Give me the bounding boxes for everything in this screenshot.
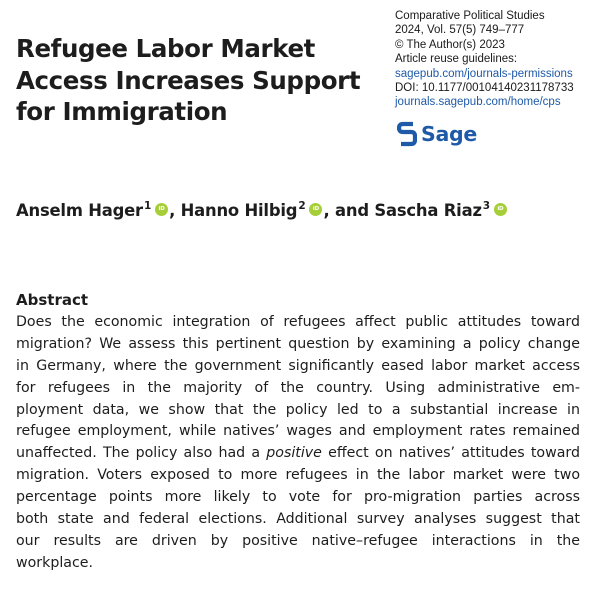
author-name: Sascha Riaz [374,201,482,220]
author-separator: , [169,201,176,220]
orcid-icon[interactable] [494,203,507,216]
affiliation-marker: 1 [143,200,152,212]
abstract-line [16,443,580,465]
reuse-label: Article reuse guidelines: [395,53,518,66]
affiliation-marker: 2 [298,200,306,212]
abstract-line [16,553,580,575]
author-name: Hanno Hilbig [180,201,298,220]
abstract-segment: workplace. [16,554,94,571]
abstract-line [16,465,580,487]
publisher-name: Sage [421,122,477,146]
publisher-logo [397,119,477,149]
journal-meta [395,9,600,110]
orcid-icon[interactable] [155,203,168,216]
abstract-segment: percentage points more likely to vote for pro-migration parties across [16,489,580,506]
abstract-line [16,509,580,531]
abstract-segment: Does the economic integration of refugees affect public attitudes toward [16,314,580,330]
emphasized-word: positive [266,445,322,462]
article-title [16,33,376,128]
abstract-line [16,312,580,334]
permissions-link[interactable]: sagepub.com/journals-permissions [395,67,573,80]
journal-name: Comparative Political Studies [395,10,545,22]
author[interactable] [374,201,490,220]
copyright-line: © The Author(s) 2023 [395,38,505,51]
sage-s-logo-icon [397,121,417,147]
abstract-segment: migration. Voters exposed to more refugees in the labor market were two [16,467,580,484]
affiliation-marker: 3 [482,200,490,212]
abstract-line [16,487,580,509]
abstract-line [16,378,580,400]
abstract-line [16,334,580,356]
title-line: Access Increases Support [16,65,361,95]
author[interactable] [16,201,151,220]
doi-line: DOI: 10.1177/00104140231178733 [395,82,574,95]
orcid-label: iD [158,206,165,212]
abstract-segment: in Germany, where the government significantly eased labor market access [16,357,580,374]
abstract-segment: refugee employment, while natives’ wages and employment rates remained [16,423,580,440]
author-name: Anselm Hager [16,201,143,220]
title-line: Refugee Labor Market [16,34,315,63]
abstract-text [16,312,580,575]
orcid-label: iD [497,206,504,212]
title-line: for Immigration [16,97,228,126]
author-separator: , and [323,201,369,220]
abstract-heading: Abstract [16,291,89,309]
abstract-segment: effect on natives’ attitudes toward [321,445,580,462]
abstract-line [16,421,580,443]
journal-home-link[interactable]: journals.sagepub.com/home/cps [395,96,561,109]
abstract-segment: unaffected. The policy also had a [16,445,267,462]
abstract-segment: migration? We assess this pertinent question by examining a policy change [16,335,580,352]
abstract-line [16,356,580,378]
abstract-segment: our results are driven by positive native–refugee interactions in the [16,532,580,549]
author-list [16,199,605,225]
abstract-line [16,400,580,422]
abstract-segment: both state and federal elections. Additional survey analyses suggest that [16,511,580,528]
author[interactable] [181,201,306,220]
abstract-segment: for refugees in the majority of the country. Using administrative em- [16,379,580,396]
orcid-icon[interactable] [309,203,322,216]
volume-info: 2024, Vol. 57(5) 749–777 [395,24,525,37]
abstract-segment: ployment data, we show that the policy led to a substantial increase in [16,401,580,418]
orcid-label: iD [312,206,319,212]
abstract-line [16,531,580,553]
